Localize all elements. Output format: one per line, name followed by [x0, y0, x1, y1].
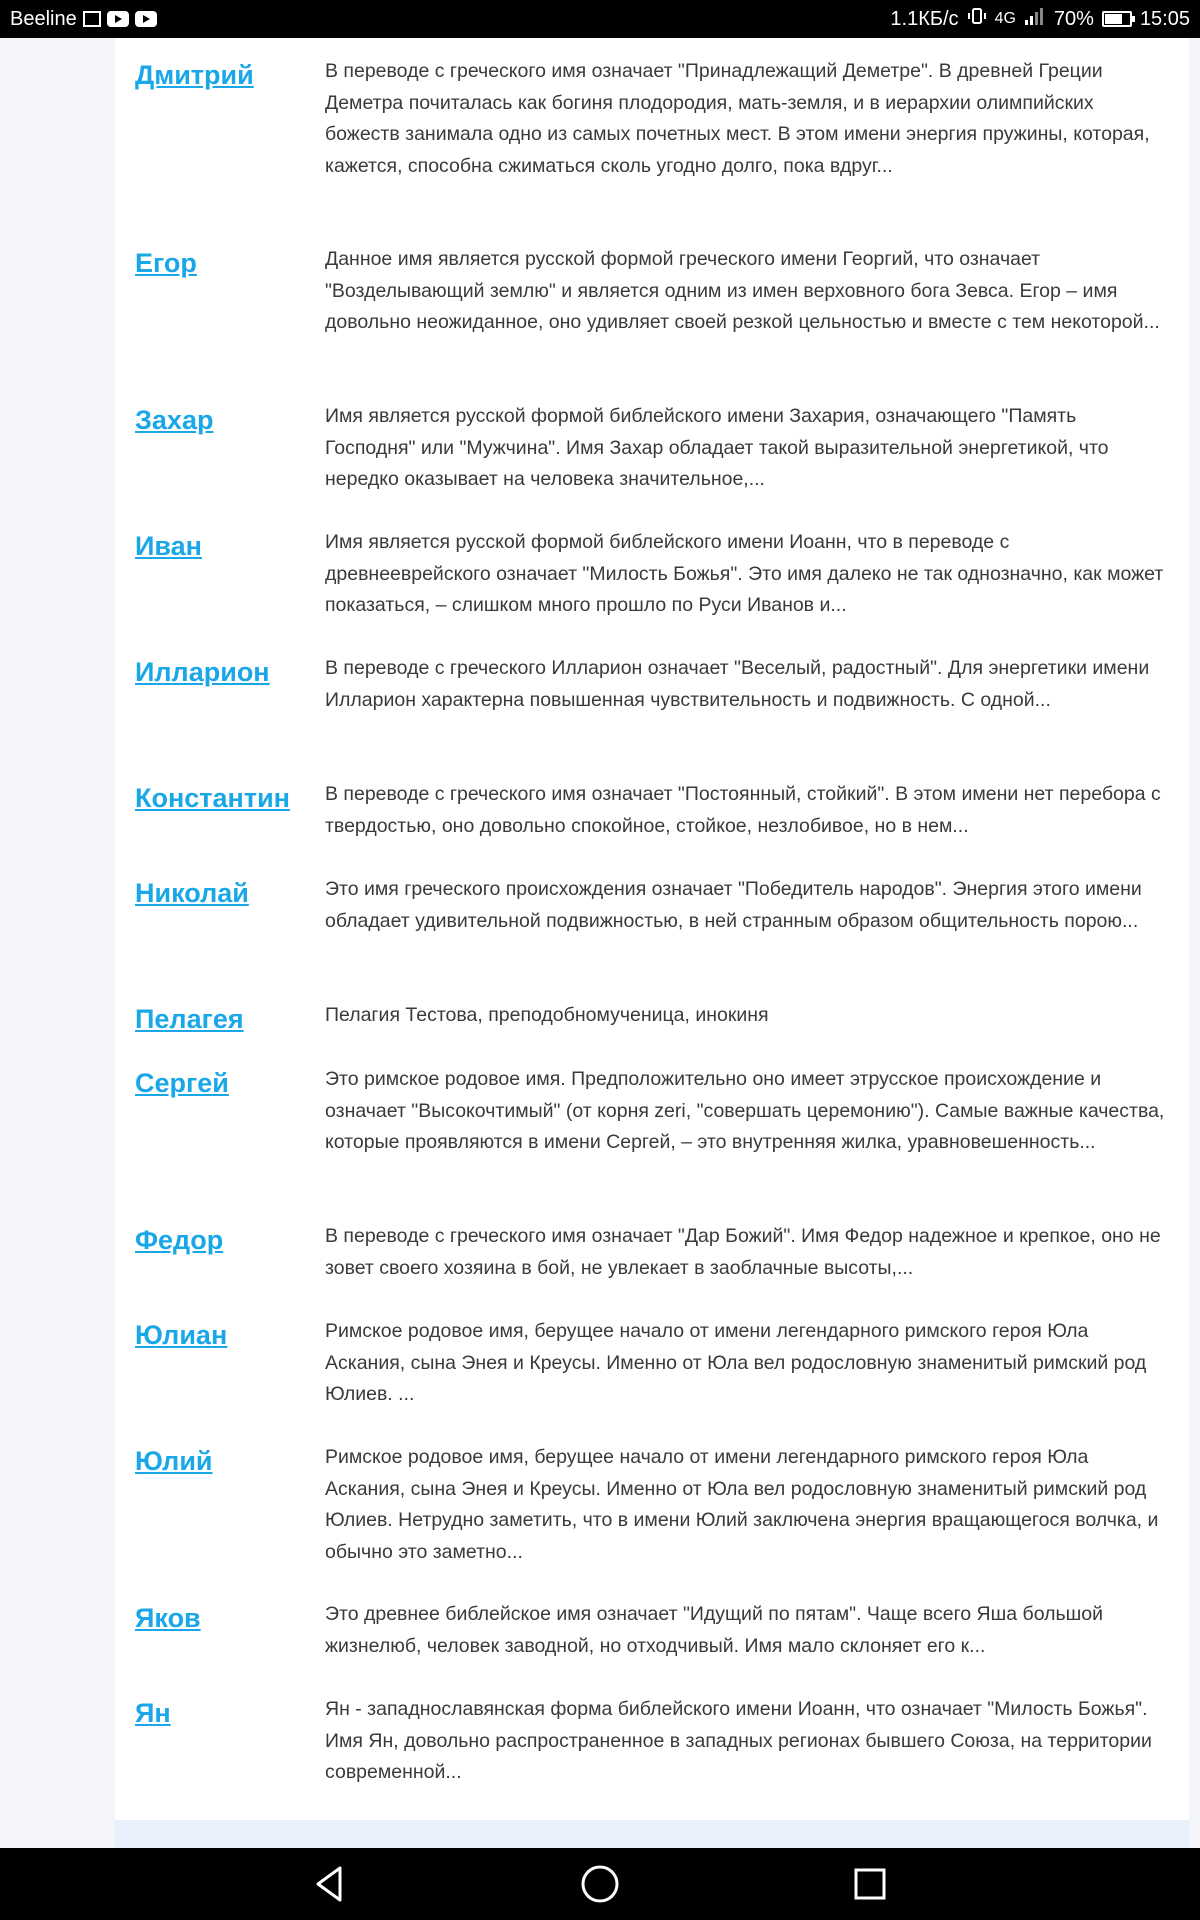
name-description: Данное имя является русской формой греческого имени Георгий, что означает "Возделывающий землю" и является одним из имен верховного бога Зевса. Егор – имя довольно неожиданное, оно удивляет своей резкой цельностью и вместе с тем некоторой...: [325, 248, 1160, 333]
home-button[interactable]: [570, 1854, 630, 1914]
names-content: [115, 38, 1189, 1848]
name-link[interactable]: Юлиан: [135, 1320, 228, 1350]
status-bar: [0, 0, 1200, 38]
name-link[interactable]: Константин: [135, 783, 290, 813]
name-row: [115, 1064, 1189, 1221]
back-button[interactable]: [300, 1854, 360, 1914]
clock: 15:05: [1139, 7, 1190, 30]
name-link[interactable]: Яков: [135, 1603, 201, 1633]
name-link[interactable]: Федор: [135, 1225, 224, 1255]
youtube-icon: [135, 11, 157, 27]
name-row: [115, 1000, 1189, 1064]
name-link[interactable]: Дмитрий: [135, 60, 254, 90]
name-link[interactable]: Ян: [135, 1698, 171, 1728]
name-description: Имя является русской формой библейского имени Захария, означающего "Память Господня" или "Мужчина". Имя Захар обладает такой выразительной энергетикой, что нередко оказывает на человека значительное,...: [325, 405, 1109, 490]
gallery-icon: [83, 11, 101, 27]
name-description: Это древнее библейское имя означает "Идущий по пятам". Чаще всего Яша большой жизнелюб, человек заводной, но отходчивый. Имя мало склоняет его к...: [325, 1603, 1104, 1657]
name-row: [115, 653, 1189, 779]
name-link[interactable]: Николай: [135, 878, 249, 908]
name-description: Это римское родовое имя. Предположительно оно имеет этрусское происхождение и означает "Высокочтимый" (от корня zeri, "совершать церемонию"). Самые важные качества, которые проявляются в имени Сергей, – это внутренняя жилка, уравновешенность...: [325, 1068, 1165, 1153]
name-row: [115, 1316, 1189, 1442]
name-link[interactable]: Пелагея: [135, 1004, 244, 1034]
youtube-icon: [107, 11, 129, 27]
battery-icon: [1102, 11, 1132, 27]
recents-button[interactable]: [840, 1854, 900, 1914]
name-description: В переводе с греческого Илларион означает "Веселый, радостный". Для энергетики имени Илларион характерна повышенная чувствительность и подвижность. С одной...: [325, 657, 1150, 711]
signal-icon: [1024, 6, 1046, 32]
page-footer-strip: [115, 1820, 1189, 1848]
battery-percent: 70%: [1053, 7, 1094, 30]
recents-square-icon: [848, 1862, 892, 1906]
vibrate-icon: [967, 6, 987, 32]
name-description: Ян - западнославянская форма библейского имени Иоанн, что означает "Милость Божья". Имя Ян, довольно распространенное в западных регионах бывшего Союза, на территории современной...: [325, 1698, 1152, 1783]
back-triangle-icon: [308, 1862, 352, 1906]
name-row: [115, 874, 1189, 1000]
name-row: [115, 401, 1189, 527]
name-link[interactable]: Сергей: [135, 1068, 229, 1098]
name-row: [115, 56, 1189, 244]
navigation-bar: [0, 1848, 1200, 1920]
home-circle-icon: [578, 1862, 622, 1906]
name-link[interactable]: Егор: [135, 248, 197, 278]
name-description: В переводе с греческого имя означает "Принадлежащий Деметре". В древней Греции Деметра почиталась как богиня плодородия, мать-земля, и в иерархии олимпийских божеств занимала одно из самых почетных мест. В этом имени энергия пружины, которая, кажется, способна сжиматься сколь угодно долго, пока вдруг...: [325, 60, 1150, 177]
name-description: Имя является русской формой библейского имени Иоанн, что в переводе с древнееврейского означает "Милость Божья". Это имя далеко не так однозначно, как может показаться, – слишком много прошло по Руси Иванов и...: [325, 531, 1164, 616]
name-description: Римское родовое имя, берущее начало от имени легендарного римского героя Юла Аскания, сына Энея и Креусы. Именно от Юла вел родословную знаменитый римский род Юлиев. Нетрудно заметить, что в имени Юлий заключена энергия вращающегося волчка, и обычно это заметно...: [325, 1446, 1159, 1563]
name-row: [115, 527, 1189, 653]
name-link[interactable]: Иван: [135, 531, 202, 561]
name-row: [115, 1221, 1189, 1316]
carrier-label: Beeline: [10, 7, 77, 30]
name-row: [115, 244, 1189, 401]
name-row: [115, 779, 1189, 874]
network-type: 4G: [994, 10, 1016, 27]
name-row: [115, 1694, 1189, 1810]
name-description: Это имя греческого происхождения означает "Победитель народов". Энергия этого имени обладает удивительной подвижностью, в ней странным образом общительность порою...: [325, 878, 1142, 932]
net-speed: 1.1КБ/с: [890, 7, 959, 30]
name-row: [115, 1599, 1189, 1694]
name-link[interactable]: Илларион: [135, 657, 270, 687]
name-link[interactable]: Захар: [135, 405, 214, 435]
name-description: Римское родовое имя, берущее начало от имени легендарного римского героя Юла Аскания, сына Энея и Креусы. Именно от Юла вел родословную знаменитый римский род Юлиев. ...: [325, 1320, 1147, 1405]
name-link[interactable]: Юлий: [135, 1446, 213, 1476]
name-description: В переводе с греческого имя означает "Дар Божий". Имя Федор надежное и крепкое, оно не зовет своего хозяина в бой, не увлекает в заоблачные высоты,...: [325, 1225, 1161, 1279]
name-description: Пелагия Тестова, преподобномученица, инокиня: [325, 1004, 769, 1026]
name-row: [115, 1442, 1189, 1599]
name-description: В переводе с греческого имя означает "Постоянный, стойкий". В этом имени нет перебора с твердостью, оно довольно спокойное, стойкое, незлобивое, но в нем...: [325, 783, 1161, 837]
